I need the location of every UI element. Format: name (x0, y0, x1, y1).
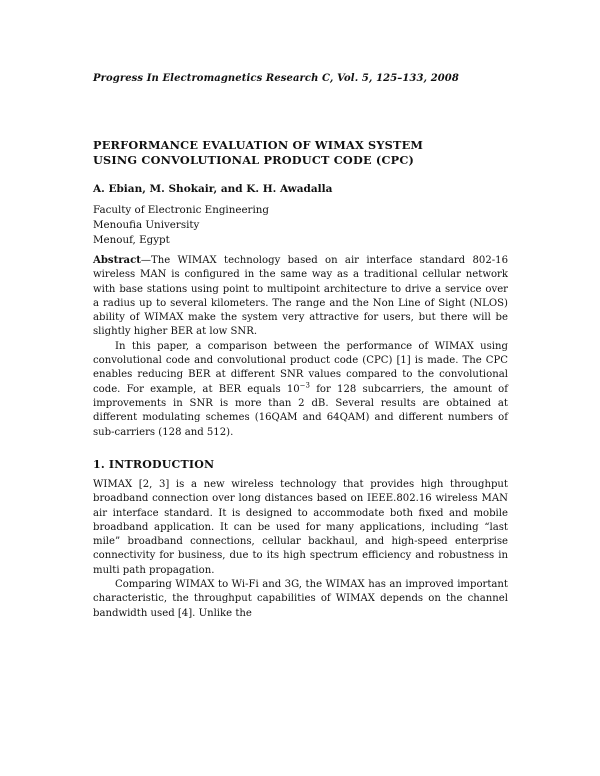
introduction-body (93, 478, 508, 621)
abstract-paragraph-2 (93, 340, 508, 440)
title-line-1: PERFORMANCE EVALUATION OF WIMAX SYSTEM (93, 138, 424, 152)
intro-paragraph-2: Comparing WIMAX to Wi-Fi and 3G, the WIMAX has an improved important characteristic, the throughput capabilities of WIMAX depends on the channel bandwidth used [4]. Unlike the (93, 579, 508, 619)
journal-reference: Progress In Electromagnetics Research C, Vol. 5, 125–133, 2008 (93, 73, 459, 84)
abstract (93, 254, 508, 440)
author-list: A. Ebian, M. Shokair, and K. H. Awadalla (93, 183, 333, 195)
abstract-text-2b: for 128 subcarriers, the amount of improvements in SNR is more than 2 dB. Several results are obtained at different modulating schemes (16QAM and 64QAM) and different numbers of sub-carriers (128 and 512). (93, 383, 508, 438)
affiliation (93, 203, 269, 248)
affiliation-line-2: Menoufia University (93, 219, 200, 231)
abstract-label: Abstract (93, 255, 141, 266)
intro-paragraph-1: WIMAX [2, 3] is a new wireless technology that provides high throughput broadband connection over long distances based on IEEE.802.16 wireless MAN air interface standard. It is designed to accommodate both fixed and mobile broadband application. It can be used for many applications, including “last mile” broadband connections, cellular backhaul, and high-speed enterprise connectivity for business, due to its high spectrum efficiency and robustness in multi path propagation. (93, 479, 508, 576)
paper-title (93, 138, 513, 168)
abstract-dash: — (140, 255, 151, 266)
abstract-text-1: The WIMAX technology based on air interface standard 802-16 wireless MAN is configured in the same way as a traditional cellular network with base stations using point to multipoint architecture to drive a service over a radius up to several kilometers. The range and the Non Line of Sight (NLOS) ability of WIMAX make the system very attractive for users, but there will be slightly higher BER at low SNR. (93, 255, 508, 338)
affiliation-line-3: Menouf, Egypt (93, 234, 170, 246)
title-line-2: USING CONVOLUTIONAL PRODUCT CODE (CPC) (93, 153, 415, 167)
abstract-paragraph-1 (93, 254, 508, 340)
section-heading-introduction: 1. INTRODUCTION (93, 458, 215, 471)
ber-exponent: −3 (299, 381, 310, 390)
affiliation-line-1: Faculty of Electronic Engineering (93, 204, 269, 216)
abstract-text-2a: In this paper, a comparison between the performance of WIMAX using convolutional code and convolutional product code (CPC) [1] is made. The CPC enables reducing BER at different SNR values compared to the convolutional code. For example, at BER equals 10 (93, 340, 508, 395)
